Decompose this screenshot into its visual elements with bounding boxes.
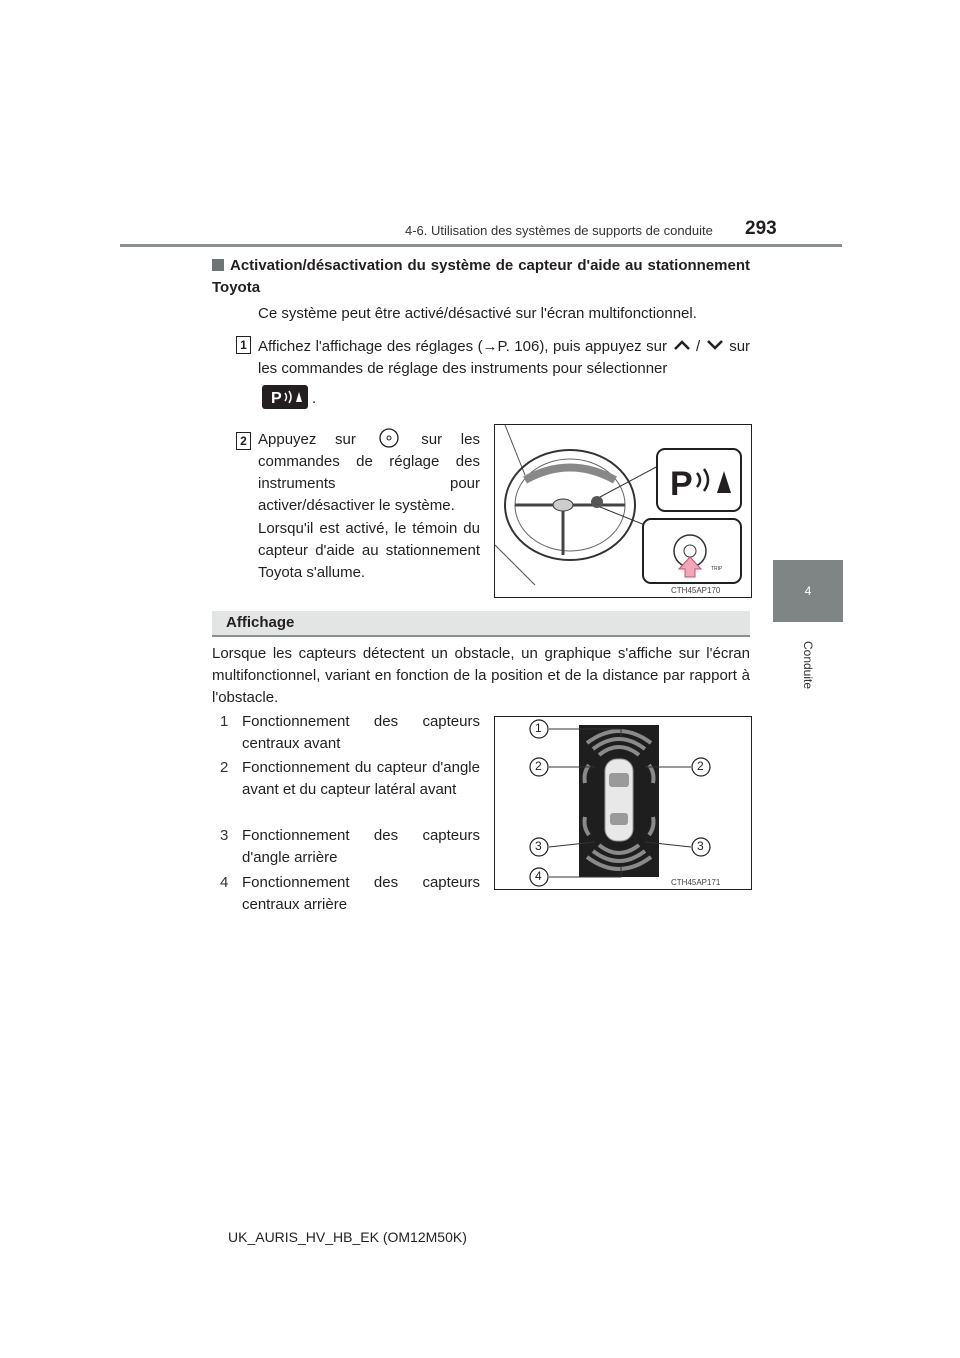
display-section-title: Affichage (226, 614, 295, 631)
callout-4: 4 (535, 869, 542, 883)
section-intro: Ce système peut être activé/désactivé sur l'écran multifonctionnel. (258, 305, 697, 322)
chevron-up-icon (672, 338, 692, 352)
running-header: 4-6. Utilisation des systèmes de supports de conduite (405, 223, 713, 238)
item-2-text: Fonctionnement du capteur d'angle avant et du capteur latéral avant (242, 759, 480, 798)
step-1-end: . (312, 390, 317, 407)
step-2-text (258, 427, 480, 517)
ok-button-icon (375, 427, 403, 449)
chevron-down-icon (705, 338, 725, 352)
figure-1-code: CTH45AP170 (671, 586, 721, 595)
item-3-text: Fonctionnement des capteurs d'angle arrière (242, 827, 480, 866)
chapter-number: 4 (804, 584, 812, 598)
step-1-text-a: Affichez l'affichage des réglages (→P. 106), puis appuyez sur (258, 338, 668, 355)
sensor-display-illustration (495, 717, 751, 889)
chapter-tab[interactable] (773, 560, 843, 622)
figure-2-code: CTH45AP171 (671, 878, 721, 887)
step-2-note: Lorsqu'il est activé, le témoin du capteur d'aide au stationnement Toyota s'allume. (258, 520, 480, 581)
callout-2-left: 2 (535, 759, 542, 773)
step-2-text-a: Appuyez sur (258, 431, 356, 448)
step-1-text (258, 336, 750, 380)
section-heading-text: Activation/désactivation du système de capteur d'aide au stationnement Toyota (212, 257, 750, 296)
section-heading (212, 255, 750, 299)
display-section-header (212, 611, 750, 637)
square-bullet-icon (212, 259, 224, 271)
callout-1: 1 (535, 721, 542, 735)
footer-model-code: UK_AURIS_HV_HB_EK (OM12M50K) (228, 1229, 467, 1245)
svg-text:TRIP: TRIP (711, 566, 723, 572)
step-1-text-b: sur les commandes de réglage des instruments pour sélectionner (258, 338, 751, 377)
item-number-4: 4 (220, 874, 229, 891)
header-rule (120, 244, 842, 247)
callout-3-right: 3 (697, 839, 704, 853)
svg-text:P: P (670, 465, 693, 503)
parking-assist-icon (262, 385, 308, 409)
step-1-separator: / (696, 338, 701, 355)
callout-2-right: 2 (697, 759, 704, 773)
callout-3-left: 3 (535, 839, 542, 853)
page-number: 293 (745, 218, 777, 239)
step-number-2: 2 (236, 432, 251, 450)
figure-steering-controls (494, 424, 752, 598)
item-number-1: 1 (220, 713, 229, 730)
item-4-text: Fonctionnement des capteurs centraux arrière (242, 874, 480, 913)
item-number-3: 3 (220, 827, 229, 844)
chapter-label-text: Conduite (801, 640, 815, 690)
item-1-text: Fonctionnement des capteurs centraux avant (242, 713, 480, 752)
step-number-1: 1 (236, 336, 251, 354)
display-intro: Lorsque les capteurs détectent un obstacle, un graphique s'affiche sur l'écran multifonctionnel, variant en fonction de la position et de la distance par rapport à l'obstacle. (212, 645, 750, 706)
step-2-text-b: sur les commandes de réglage des instruments pour activer/désactiver le système. (258, 431, 480, 514)
steering-wheel-illustration (495, 425, 751, 597)
item-number-2: 2 (220, 759, 229, 776)
figure-sensor-display (494, 716, 752, 890)
chapter-label (780, 630, 836, 700)
svg-text:P: P (271, 390, 282, 407)
